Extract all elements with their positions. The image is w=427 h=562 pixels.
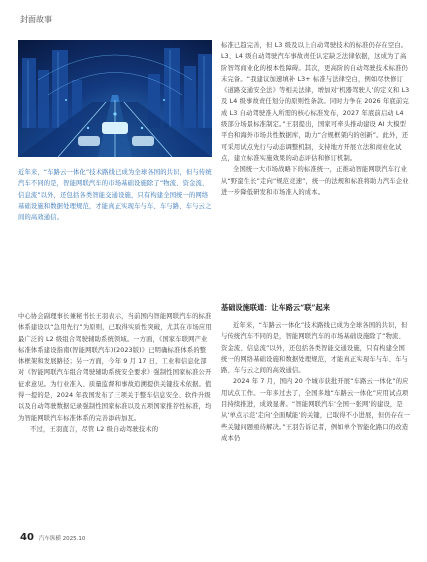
page-number: 40: [20, 532, 34, 543]
paragraph: 近年来，“车路云一体化”技术路线已成为全球各国的共识，但与传统汽车不同的是，智能网联汽车的市场基础设施除了“物流、资金流、信息流”以外，还包括各类智能交通设施，只有构建全国统一的网络基础设施和数据处理规范，才能真正实现车与车、车与路、车与云之间的高效通信。: [18, 169, 212, 222]
paragraph: 2024 年 7 月，国内 20 个城市获批开展“车路云一体化”的应用试点工作。一年多过去了，全国多地“车路云一体化”应用试点项目持续推进，成效显著。“智能网联汽车‘全国一张网’的建设，是从‘单点示范’走向‘全面赋能’的关键，已取得不小进展，但仍存在一些关键问题亟待解决。”王羽告诉记者，例如单个智能化路口的改造成本仍: [221, 378, 411, 442]
right-top-column: [221, 40, 411, 198]
paragraph: 近年来，“车路云一体化”技术路线已成为全球各国的共识，但与传统汽车不同的是，智能网联汽车的市场基础设施除了“物流、资金流、信息流”以外，还包括各类智能交通设施，只有构建全国统一的网络基础设施和数据处理规范，才能真正实现车与车、车与路、车与云之间的高效通信。: [221, 322, 408, 375]
publication-name: 汽车纵横 2025.10: [38, 536, 86, 542]
paragraph: 不过，王羽直言，尽管 L2 级自动驾驶技术的: [30, 425, 159, 433]
paragraph: 全国统一大市场战略下的标准统一，正推动智能网联汽车行业从“野蛮生长”走向“规范竞速”，统一的法规和标准将助力汽车企业进一步降低研发和市场准入的成本。: [221, 166, 409, 196]
left-intro-column: [18, 167, 212, 223]
section-label: 封面故事: [20, 15, 52, 24]
right-body-column: [221, 320, 411, 444]
smart-road-city-icon: [18, 40, 212, 157]
paragraph: 中心协会副理事长兼秘书长王羽表示，当前国内智能网联汽车的标准体系建设以“急用先行”为原则，已取得实质性突破，尤其在市场应用最广泛的 L2 级组合驾驶辅助系统领域。一方面，《国家车联网产业标准体系建设指南(智能网联汽车)(2023版)》已明确标准体系的整体框架和发展路径；另一方面，今年 9 月 17 日，工业和信息化部对《智能网联汽车组合驾驶辅助系统安全要求》强制性国家标准公开征求意见。为行业准入、质量监督和事故追溯提供关键技术依据。值得一提的是，2024 年我国发布了三项关于整车信息安全、软件升级以及自动驾驶数据记录强制性国家标准以及五项国家推荐性标准，均为智能网联汽车标准体系的完善添砖加瓦。: [18, 313, 212, 422]
left-body-column: [18, 311, 212, 435]
page-footer: [20, 532, 85, 543]
section-heading: 基础设施联通：让车路云“联”起来: [221, 303, 330, 312]
paragraph: 标准已趋完善，但 L3 级及以上自动驾驶技术的标准仍存在空白。L3、L4 级自动驾驶汽车事故责任认定缺乏法律依据，这成为了高阶智驾商业化的根本性障碍。其次，更高阶的自动驾驶技术标准仍未完备。“我建议加速填补 L3+ 标准与法律空白，例如尽快修订《道路交通安全法》等相关法律，增加对‘机器驾驶人’的定义和 L3 及 L4 级事故责任划分的原则性条款。同时力争在 2026 年底前完成 L3 自动驾驶准入所需的核心标准发布，2027 年底前启动 L4 级部分场景标准制定。”王羽提出，国家可牵头推动建设 AI 大模型平台和海外市场共性数据库，助力“合规框架内的创新”。此外，还可采用试点先行与动态调整机制，支持地方开展立法和商业化试点，建立标准实施效果的动态评估和修订机制。: [221, 42, 410, 162]
hero-image: [18, 40, 212, 157]
